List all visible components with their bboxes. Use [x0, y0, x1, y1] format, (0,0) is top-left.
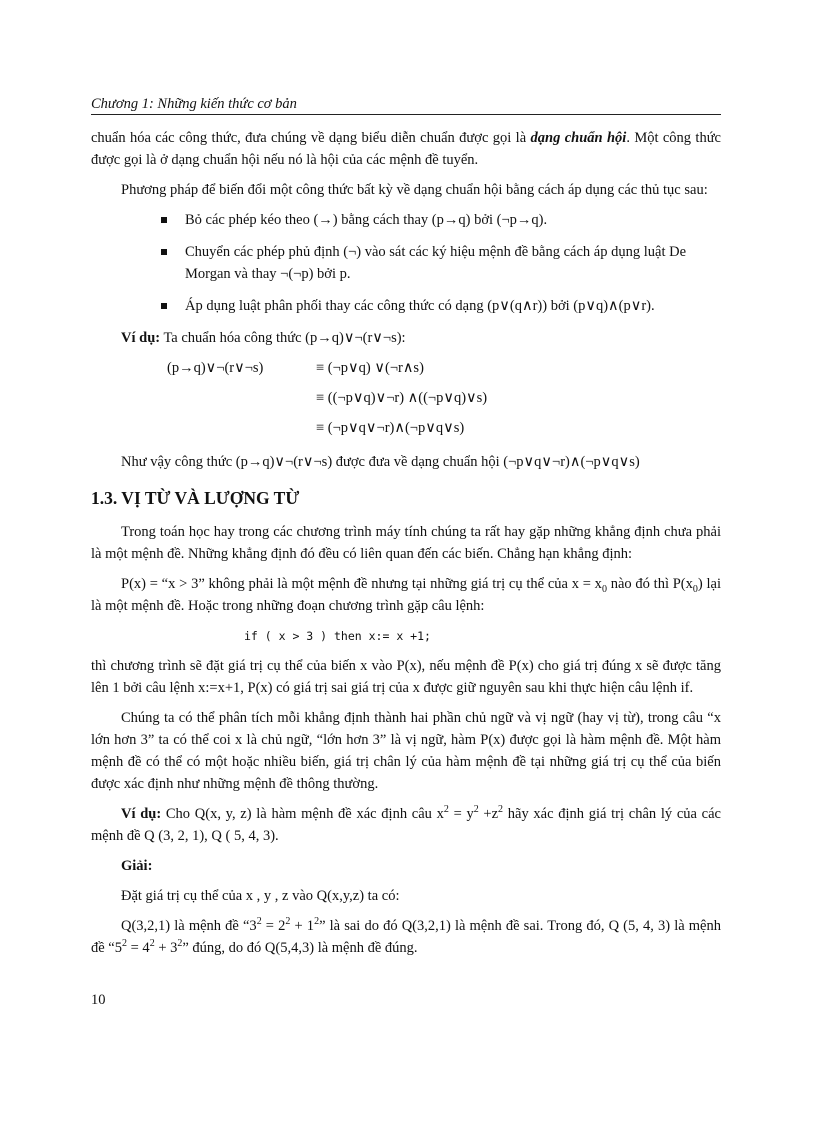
- paragraph-px: [91, 573, 721, 617]
- superscript: 2: [285, 916, 291, 928]
- derivation-step: ≡ (¬p∨q∨¬r)∧(¬p∨q∨s): [316, 420, 465, 436]
- example-label: Ví dụ:: [121, 806, 162, 822]
- derivation-row: [91, 417, 721, 447]
- example-text: Cho Q(x, y, z) là hàm mệnh đề xác định câu x: [161, 806, 444, 822]
- s2-text: nào đó thì P(x: [606, 576, 693, 592]
- derivation-row: [91, 387, 721, 417]
- paragraph-method: Phương pháp để biến đổi một công thức bất kỳ về dạng chuẩn hội bằng cách áp dụng các thủ tục sau:: [121, 182, 708, 198]
- superscript: 2: [122, 938, 127, 950]
- paragraph-predicate: Chúng ta có thể phân tích mỗi khẳng định thành hai phần chủ ngữ và vị ngữ (hay vị từ), trong câu “x lớn hơn 3” ta có thể coi x là chủ ngữ, “lớn hơn 3” là vị ngữ, hàm P(x) được gọi là hàm mệnh đề. Một hàm mệnh đề có thể có một hoặc nhiều biến, giá trị chân lý của hàm mệnh đề tại những giá trị cụ thể của biến được xác định như những mệnh đề thông thường.: [91, 710, 721, 792]
- superscript: 2: [443, 804, 449, 816]
- derivation-step: ≡ (¬p∨q) ∨(¬r∧s): [316, 360, 424, 376]
- example-text: hãy xác định giá trị chân lý của các mệnh đề Q (3, 2, 1), Q ( 5, 4, 3).: [91, 806, 721, 844]
- solution-text: ” đúng, do đó Q(5,4,3) là mệnh đề đúng.: [182, 940, 418, 956]
- derivation-row: [91, 357, 721, 387]
- list-item-text: Áp dụng luật phân phối thay các công thức có dạng (p∨(q∧r)) bởi (p∨q)∧(p∨r).: [185, 298, 655, 314]
- example-2: [91, 803, 721, 847]
- paragraph-intro: Trong toán học hay trong các chương trình máy tính chúng ta rất hay gặp những khẳng định chưa phải là một mệnh đề. Những khẳng định đó đều có liên quan đến các biến. Chẳng hạn khẳng định:: [91, 524, 721, 562]
- paragraph-cnf-definition: [91, 127, 721, 171]
- solution-body: [91, 915, 721, 959]
- page-content: [91, 127, 721, 967]
- example-text: = y: [448, 806, 474, 822]
- example-text: +z: [478, 806, 499, 822]
- superscript: 2: [256, 916, 262, 928]
- list-item-text: Chuyển các phép phủ định (¬) vào sát các ký hiệu mệnh đề bằng cách áp dụng luật De Morgan và thay ¬(¬p) bởi p.: [185, 244, 687, 282]
- list-item: [91, 241, 721, 285]
- list-item: [91, 209, 721, 231]
- solution-text: ” là sai do đó Q(3,2,1) là mệnh đề sai. Trong đó, Q (5, 4, 3) là mệnh đề “5: [91, 918, 721, 956]
- section-title: 1.3. VỊ TỪ VÀ LƯỢNG TỪ: [91, 488, 300, 508]
- procedure-list: [91, 209, 721, 317]
- subscript: 0: [692, 583, 698, 595]
- superscript: 2: [498, 804, 504, 816]
- code-line: if ( x > 3 ) then x:= x +1;: [244, 629, 431, 643]
- example-text: Ta chuẩn hóa công thức (p→q)∨¬(r∨¬s):: [160, 330, 406, 346]
- superscript: 2: [314, 916, 320, 928]
- derivation: [91, 357, 721, 447]
- solution-text: Q(3,2,1) là mệnh đề “3: [121, 918, 257, 934]
- solution-label: Giải:: [121, 858, 153, 874]
- list-item: [91, 295, 721, 317]
- derivation-lhs: (p→q)∨¬(r∨¬s): [167, 360, 264, 376]
- s2-text: ) lại là một mệnh đề. Hoặc trong những đoạn chương trình gặp câu lệnh:: [91, 576, 721, 614]
- solution-intro: Đặt giá trị cụ thể của x , y , z vào Q(x,y,z) ta có:: [121, 888, 400, 904]
- superscript: 2: [177, 938, 183, 950]
- p1-text: chuẩn hóa các công thức, đưa chúng về dạng biểu diễn chuẩn được gọi là: [91, 130, 531, 146]
- list-item-text: Bỏ các phép kéo theo (→) bằng cách thay (p→q) bởi (¬p→q).: [185, 212, 548, 228]
- paragraph-program: thì chương trình sẽ đặt giá trị cụ thể của biến x vào P(x), nếu mệnh đề P(x) cho giá trị đúng x sẽ được tăng lên 1 bởi câu lệnh x:=x+1, P(x) có giá trị sai giá trị của x được giữ nguyên sau khi thực hiện câu lệnh if.: [91, 658, 721, 696]
- s2-text: P(x) = “x > 3” không phải là một mệnh đề nhưng tại những giá trị cụ thể của x = x: [121, 576, 602, 592]
- page-number: 10: [91, 992, 106, 1008]
- cnf-term: dạng chuẩn hội: [530, 130, 627, 146]
- derivation-step: ≡ ((¬p∨q)∨¬r) ∧((¬p∨q)∨s): [316, 390, 488, 406]
- example-1: [91, 327, 721, 349]
- chapter-header: Chương 1: Những kiến thức cơ bản: [91, 96, 297, 112]
- solution-text: + 3: [154, 940, 178, 956]
- solution-text: = 4: [127, 940, 150, 956]
- bullet-icon: [161, 303, 167, 309]
- superscript: 2: [149, 938, 155, 950]
- header-divider: [91, 114, 721, 115]
- bullet-icon: [161, 249, 167, 255]
- superscript: 2: [473, 804, 479, 816]
- conclusion: Như vậy công thức (p→q)∨¬(r∨¬s) được đưa về dạng chuẩn hội (¬p∨q∨¬r)∧(¬p∨q∨s): [121, 454, 640, 470]
- subscript: 0: [601, 583, 607, 595]
- bullet-icon: [161, 217, 167, 223]
- p1-text-end: . Một công thức được gọi là ở dạng chuẩn hội nếu nó là hội của các mệnh đề tuyển.: [91, 130, 721, 168]
- solution-text: = 2: [261, 918, 286, 934]
- solution-text: + 1: [290, 918, 315, 934]
- example-label: Ví dụ:: [121, 330, 161, 346]
